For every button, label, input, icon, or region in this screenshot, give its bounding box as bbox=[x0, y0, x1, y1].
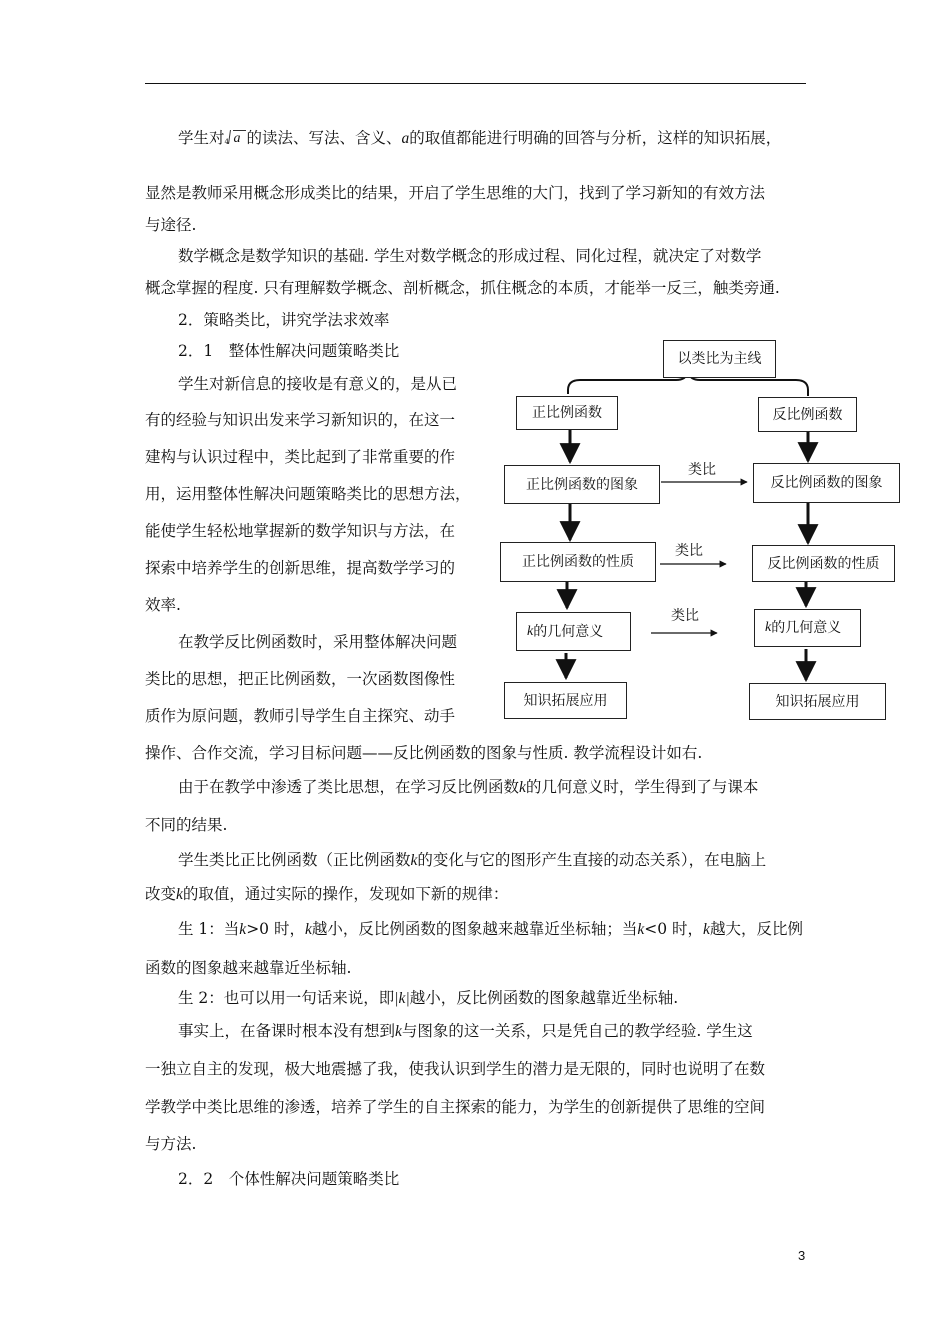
section-heading-2-2: 2．2 个体性解决问题策略类比 bbox=[178, 1170, 400, 1188]
p4-line-4: 操作、合作交流，学习目标问题——反比例函数的图象与性质. 教学流程设计如右. bbox=[145, 744, 703, 762]
p4-line-2: 类比的思想，把正比例函数，一次函数图像性 bbox=[145, 670, 456, 688]
variable-k: k bbox=[519, 779, 526, 796]
root-index: 4 bbox=[224, 138, 229, 146]
text-span: >0 时， bbox=[246, 920, 305, 938]
text-span: 的几何意义时，学生得到了与课本 bbox=[525, 778, 759, 796]
variable-k: k bbox=[637, 921, 645, 938]
p3-line-7: 效率. bbox=[145, 596, 181, 614]
p3-line-6: 探索中培养学生的创新思维，提高数学学习的 bbox=[145, 559, 456, 577]
p5-line-2: 不同的结果. bbox=[145, 816, 228, 834]
p3-line-5: 能使学生轻松地掌握新的数学知识与方法，在 bbox=[145, 522, 456, 540]
flow-right-1: 反比例函数 bbox=[758, 397, 857, 432]
page-number: 3 bbox=[798, 1248, 806, 1263]
text-span: 的变化与它的图形产生直接的动态关系），在电脑上 bbox=[417, 851, 767, 869]
variable-k: k bbox=[410, 852, 418, 869]
variable-k: k bbox=[239, 921, 247, 938]
p3-line-3: 建构与认识过程中，类比起到了非常重要的作 bbox=[145, 448, 456, 466]
text-span: 越小，反比例函数的图象越来越靠近坐标轴；当 bbox=[311, 920, 638, 938]
p9-line-4: 与方法. bbox=[145, 1135, 197, 1153]
p3-line-4: 用，运用整体性解决问题策略类比的思想方法， bbox=[145, 485, 471, 503]
p2-line-2: 概念掌握的程度. 只有理解数学概念、剖析概念，抓住概念的本质，才能举一反三，触类旁通. bbox=[145, 279, 780, 297]
p9-line-3: 学教学中类比思维的渗透，培养了学生的自主探索的能力，为学生的创新提供了思维的空间 bbox=[145, 1098, 766, 1116]
analogy-label-3: 类比 bbox=[671, 608, 699, 624]
flow-left-4 bbox=[516, 612, 631, 651]
text-span: <0 时， bbox=[644, 920, 704, 938]
text-span: 的读法、写法、含义、 bbox=[246, 129, 402, 147]
text-span: 越大，反比例 bbox=[709, 920, 803, 938]
text-span: 学生对 bbox=[178, 129, 225, 147]
p7-line-2: 函数的图象越来越靠近坐标轴. bbox=[145, 959, 352, 977]
variable-k: k bbox=[765, 620, 772, 635]
text-span: 改变 bbox=[145, 885, 177, 903]
box-label: 的几何意义 bbox=[771, 620, 842, 636]
p3-line-2: 有的经验与知识出发来学习新知识的，在这一 bbox=[145, 411, 456, 429]
text-span: 学生类比正比例函数（正比例函数 bbox=[178, 851, 411, 869]
flow-left-2: 正比例函数的图象 bbox=[504, 465, 660, 504]
text-span: 的取值都能进行明确的回答与分析，这样的知识拓展， bbox=[409, 129, 782, 147]
text-span: 的取值，通过实际的操作，发现如下新的规律： bbox=[182, 885, 509, 903]
flow-right-2: 反比例函数的图象 bbox=[753, 463, 900, 503]
p1-line-3: 与途径. bbox=[145, 216, 197, 234]
p9-line-2: 一独立自主的发现，极大地震撼了我，使我认识到学生的潜力是无限的，同时也说明了在数 bbox=[145, 1060, 766, 1078]
text-span: 事实上，在备课时根本没有想到 bbox=[178, 1022, 396, 1040]
variable-k: k bbox=[304, 921, 312, 938]
text-span: 生 2：也可以用一句话来说，即 bbox=[178, 989, 395, 1007]
flow-right-4 bbox=[754, 609, 861, 647]
p1-line-2: 显然是教师采用概念形成类比的结果，开启了学生思维的大门，找到了学习新知的有效方法 bbox=[145, 184, 766, 202]
analogy-label-1: 类比 bbox=[688, 462, 716, 478]
variable-a: a bbox=[401, 130, 410, 147]
box-label: 的几何意义 bbox=[533, 623, 604, 640]
section-heading-2: 2．策略类比，讲究学法求效率 bbox=[178, 311, 390, 329]
p4-line-3: 质作为原问题，教师引导学生自主探究、动手 bbox=[145, 707, 456, 725]
variable-k: k bbox=[395, 1023, 402, 1040]
flow-right-3: 反比例函数的性质 bbox=[752, 545, 895, 582]
p3-line-1: 学生对新信息的接收是有意义的，是从已 bbox=[178, 375, 458, 393]
section-heading-2-1: 2．1 整体性解决问题策略类比 bbox=[178, 342, 400, 360]
text-span: 生 1：当 bbox=[178, 920, 240, 938]
analogy-label-2: 类比 bbox=[675, 543, 703, 559]
text-span: 与图象的这一关系，只是凭自己的教学经验. 学生这 bbox=[401, 1022, 753, 1040]
flow-left-1: 正比例函数 bbox=[516, 396, 618, 430]
variable-k: k bbox=[176, 886, 183, 903]
abs-k: |k| bbox=[394, 990, 410, 1007]
text-span: 由于在教学中渗透了类比思想，在学习反比例函数 bbox=[178, 778, 520, 796]
text-span: 越小，反比例函数的图象越靠近坐标轴. bbox=[409, 989, 679, 1007]
variable-k: k bbox=[703, 921, 710, 938]
flow-left-3: 正比例函数的性质 bbox=[500, 542, 656, 582]
radicand: a bbox=[233, 131, 241, 146]
flow-left-5: 知识拓展应用 bbox=[504, 682, 627, 719]
p2-line-1: 数学概念是数学知识的基础. 学生对数学概念的形成过程、同化过程，就决定了对数学 bbox=[178, 247, 762, 265]
flow-top-box: 以类比为主线 bbox=[663, 340, 776, 378]
p4-line-1: 在教学反比例函数时，采用整体解决问题 bbox=[178, 633, 458, 651]
variable-k: k bbox=[527, 623, 534, 639]
flow-right-5: 知识拓展应用 bbox=[749, 683, 886, 720]
